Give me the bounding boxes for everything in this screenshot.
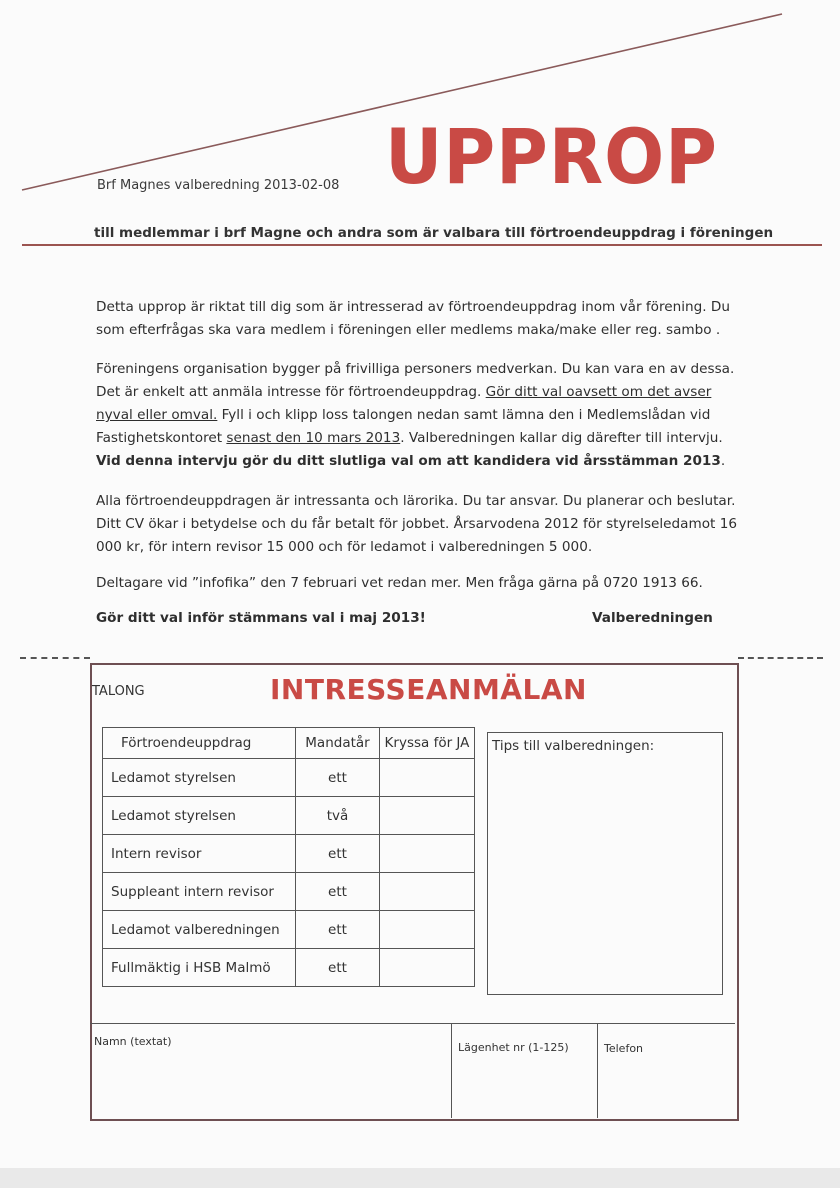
closing-signature: Valberedningen bbox=[592, 610, 713, 626]
term-cell: två bbox=[296, 797, 380, 835]
tips-label: Tips till valberedningen: bbox=[492, 738, 655, 754]
page-title: UPPROP bbox=[385, 112, 718, 201]
p2-underlined-deadline: senast den 10 mars 2013 bbox=[226, 430, 401, 446]
check-cell[interactable] bbox=[379, 797, 474, 835]
p2-text-a: Föreningens organisation bygger på frivilliga personers medverkan. Du kan vara en av dessa. Det är enkelt att anmäla intresse för förtroendeuppdrag. bbox=[96, 361, 735, 400]
role-cell: Intern revisor bbox=[103, 835, 296, 873]
table-row bbox=[103, 835, 475, 873]
sender-line: Brf Magnes valberedning 2013-02-08 bbox=[97, 178, 340, 193]
paragraph-benefits-text: Alla förtroendeuppdragen är intressanta och lärorika. Du tar ansvar. Du planerar och beslutar. Ditt CV ökar i betydelse och du får betalt för jobbet. Årsarvodena 2012 för styrelseledamot 16 000 kr, för intern revisor 15 000 och för ledamot i valberedningen 5 000. bbox=[96, 493, 738, 555]
term-cell: ett bbox=[296, 873, 380, 911]
table-header-row bbox=[103, 728, 475, 759]
check-cell[interactable] bbox=[379, 759, 474, 797]
table-row bbox=[103, 873, 475, 911]
coupon-title: INTRESSEANMÄLAN bbox=[270, 673, 587, 706]
p2-underlined-choice: Gör ditt val oavsett om det avser nyval eller omval. bbox=[96, 384, 712, 423]
table-row bbox=[103, 797, 475, 835]
roles-table bbox=[102, 727, 475, 987]
scan-edge bbox=[0, 1168, 840, 1188]
page-subtitle: till medlemmar i brf Magne och andra som är valbara till förtroendeuppdrag i föreningen bbox=[94, 225, 774, 241]
column-header-check: Kryssa för JA bbox=[379, 728, 474, 759]
column-header-term: Mandatår bbox=[296, 728, 380, 759]
name-field-label: Namn (textat) bbox=[94, 1035, 172, 1048]
table-row bbox=[103, 949, 475, 987]
header-rule bbox=[22, 244, 822, 246]
term-cell: ett bbox=[296, 759, 380, 797]
term-cell: ett bbox=[296, 949, 380, 987]
phone-field-label: Telefon bbox=[604, 1042, 644, 1055]
cut-line-right bbox=[738, 657, 823, 659]
paragraph-intro bbox=[96, 296, 746, 342]
apartment-field-label: Lägenhet nr (1-125) bbox=[458, 1041, 569, 1054]
check-cell[interactable] bbox=[379, 835, 474, 873]
contact-fields-row bbox=[90, 1023, 735, 1118]
term-cell: ett bbox=[296, 911, 380, 949]
coupon-label: TALONG bbox=[92, 684, 145, 699]
role-cell: Ledamot styrelsen bbox=[103, 797, 296, 835]
column-header-role: Förtroendeuppdrag bbox=[103, 728, 296, 759]
check-cell[interactable] bbox=[379, 911, 474, 949]
term-cell: ett bbox=[296, 835, 380, 873]
paragraph-intro-text: Detta upprop är riktat till dig som är intresserad av förtroendeuppdrag inom vår förening. Du som efterfrågas ska vara medlem i föreningen eller medlems maka/make eller reg. sambo . bbox=[96, 299, 731, 338]
apartment-field-divider bbox=[451, 1024, 452, 1118]
paragraph-benefits bbox=[96, 490, 746, 559]
p2-bold-interview: Vid denna intervju gör du ditt slutliga val om att kandidera vid årsstämman 2013 bbox=[96, 453, 721, 469]
p2-text-b: Fyll i och klipp loss talongen nedan samt lämna den i Medlemslådan vid Fastighetskontoret bbox=[96, 407, 711, 446]
paragraph-organisation bbox=[96, 358, 746, 473]
table-row bbox=[103, 911, 475, 949]
cut-line-left bbox=[20, 657, 90, 659]
paragraph-infofika bbox=[96, 572, 746, 595]
phone-field-divider bbox=[597, 1024, 598, 1118]
role-cell: Suppleant intern revisor bbox=[103, 873, 296, 911]
role-cell: Fullmäktig i HSB Malmö bbox=[103, 949, 296, 987]
paragraph-infofika-text: Deltagare vid ”infofika” den 7 februari vet redan mer. Men fråga gärna på 0720 1913 66. bbox=[96, 575, 703, 591]
check-cell[interactable] bbox=[379, 949, 474, 987]
role-cell: Ledamot valberedningen bbox=[103, 911, 296, 949]
table-row bbox=[103, 759, 475, 797]
check-cell[interactable] bbox=[379, 873, 474, 911]
tips-field[interactable] bbox=[487, 732, 723, 995]
p2-text-end: . bbox=[720, 453, 726, 469]
paragraph-organisation-text bbox=[96, 358, 746, 473]
p2-text-c: . Valberedningen kallar dig därefter till intervju. bbox=[400, 430, 723, 446]
role-cell: Ledamot styrelsen bbox=[103, 759, 296, 797]
closing-call-to-action: Gör ditt val inför stämmans val i maj 2013! bbox=[96, 610, 426, 626]
